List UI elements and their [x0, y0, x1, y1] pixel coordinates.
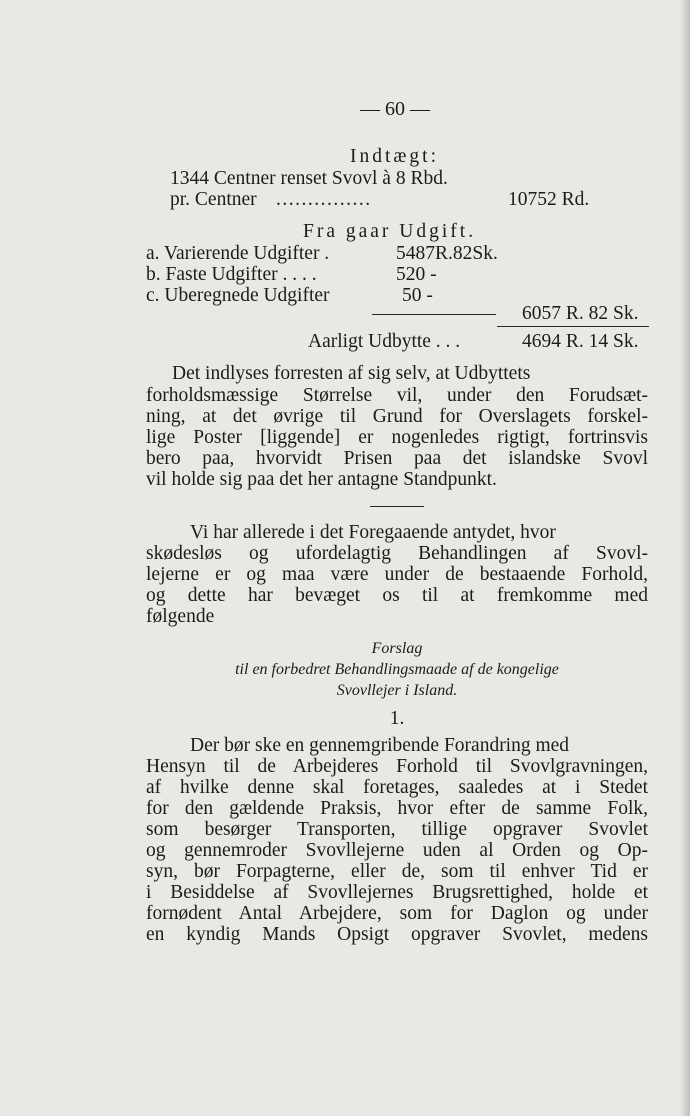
paragraph-line: af hvilke denne skal foretages, saaledes at i Stedet: [146, 777, 648, 798]
expense-item-amount: 50 -: [402, 285, 433, 306]
paragraph-line: som besørger Transporten, tillige opgraver Svovlet: [146, 819, 648, 840]
paragraph-line: og gennemroder Svovllejerne uden al Orden og Op-: [146, 840, 648, 861]
expense-item-label: c. Uberegnede Udgifter: [146, 285, 330, 306]
expense-item-label: b. Faste Udgifter . . . .: [146, 264, 317, 285]
proposal-subtitle: til en forbedret Behandlingsmaade af de kongelige: [235, 661, 559, 678]
page-number: — 60 —: [360, 98, 430, 120]
paragraph-line: i Besiddelse af Svovllejernes Brugsrettighed, holde et: [146, 882, 648, 903]
proposal-subtitle: Svovllejer i Island.: [336, 682, 458, 699]
subtotal-rule: [372, 314, 496, 315]
section-divider: [370, 506, 424, 507]
expenses-total: 6057 R. 82 Sk.: [522, 303, 639, 324]
paragraph-line: Det indlyses forresten af sig selv, at Udbyttets: [172, 363, 531, 384]
yield-amount: 4694 R. 14 Sk.: [522, 331, 639, 352]
income-per-centner-label: pr. Centner: [170, 189, 257, 210]
income-dots: ...............: [276, 189, 372, 210]
income-amount: 10752 Rd.: [508, 189, 590, 210]
section-number: 1.: [389, 708, 405, 729]
paragraph-line: en kyndig Mands Opsigt opgraver Svovlet, medens: [146, 924, 648, 945]
income-heading: Indtægt:: [350, 146, 440, 167]
total-rule: [497, 326, 649, 327]
paragraph-line: Der bør ske en gennemgribende Forandring med: [190, 735, 570, 756]
expense-item-amount: 5487R.82Sk.: [396, 243, 498, 264]
paragraph-line: for den gældende Praksis, hvor efter de samme Folk,: [146, 798, 648, 819]
income-line: 1344 Centner renset Svovl à 8 Rbd.: [170, 168, 448, 189]
paragraph-line: ning, at det øvrige til Grund for Overslagets forskel-: [146, 406, 648, 427]
paragraph-line: fornødent Antal Arbejdere, som for Daglon og under: [146, 903, 648, 924]
proposal-title: Forslag: [371, 640, 423, 657]
paragraph-line: bero paa, hvorvidt Prisen paa det islandske Svovl: [146, 448, 648, 469]
yield-label: Aarligt Udbytte . . .: [308, 331, 461, 352]
paragraph-line: Hensyn til de Arbejderes Forhold til Svovlgravningen,: [146, 756, 648, 777]
expense-item-label: a. Varierende Udgifter .: [146, 243, 330, 264]
paragraph-line: skødesløs og ufordelagtig Behandlingen af Svovl-: [146, 543, 648, 564]
paragraph-line: følgende: [146, 606, 215, 627]
paragraph-line: lejerne er og maa være under de bestaaende Forhold,: [146, 564, 648, 585]
paragraph-line: Vi har allerede i det Foregaaende antydet, hvor: [190, 522, 556, 543]
expenses-heading: Fra gaar Udgift.: [303, 221, 477, 242]
page-edge-shadow: [680, 0, 690, 1116]
expense-item-amount: 520 -: [396, 264, 437, 285]
paragraph-line: forholdsmæssige Størrelse vil, under den Forudsæt-: [146, 385, 648, 406]
paragraph-line: syn, bør Forpagterne, eller de, som til enhver Tid er: [146, 861, 648, 882]
paragraph-line: vil holde sig paa det her antagne Standpunkt.: [146, 469, 497, 490]
paragraph-line: lige Poster [liggende] er nogenledes rigtigt, fortrinsvis: [146, 427, 648, 448]
paragraph-line: og dette har bevæget os til at fremkomme med: [146, 585, 648, 606]
